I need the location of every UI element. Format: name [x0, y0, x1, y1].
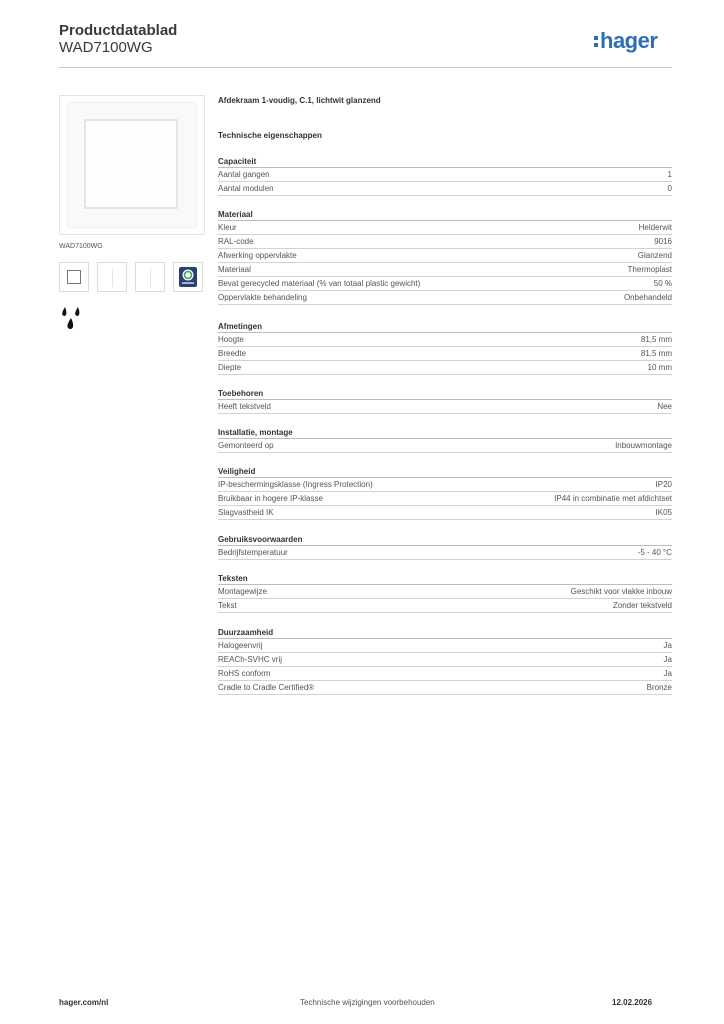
spec-label: Gemonteerd op — [218, 441, 274, 450]
footer-website[interactable]: hager.com/nl — [59, 998, 109, 1007]
spec-value: -5 - 40 °C — [637, 548, 672, 557]
spec-section — [218, 388, 672, 414]
spec-label: Halogeenvrij — [218, 641, 263, 650]
spec-value: 1 — [667, 170, 672, 179]
page-title: Productdatablad — [59, 22, 178, 39]
spec-label: Slagvastheid IK — [218, 508, 274, 517]
thumbnail-strip — [59, 262, 203, 292]
spec-section-title: Teksten — [218, 573, 672, 585]
spec-row — [218, 546, 672, 560]
spec-row — [218, 653, 672, 667]
spec-section — [218, 427, 672, 453]
spec-section — [218, 627, 672, 695]
spec-label: Montagewijze — [218, 587, 267, 596]
spec-label: RoHS conform — [218, 669, 271, 678]
header-divider — [59, 67, 672, 68]
spec-value: Ja — [663, 641, 672, 650]
spec-section — [218, 321, 672, 375]
spec-section — [218, 156, 672, 196]
spec-row — [218, 667, 672, 681]
spec-row — [218, 439, 672, 453]
spec-row — [218, 263, 672, 277]
spec-value: Bronze — [646, 683, 672, 692]
spec-value: 81,5 mm — [640, 349, 672, 358]
spec-label: Cradle to Cradle Certified® — [218, 683, 315, 692]
footer-notice: Technische wijzigingen voorbehouden — [300, 998, 435, 1007]
spec-label: RAL-code — [218, 237, 254, 246]
spec-value: IP44 in combinatie met afdichtset — [554, 494, 672, 503]
spec-section-title: Gebruiksvoorwaarden — [218, 534, 672, 546]
spec-section-title: Capaciteit — [218, 156, 672, 168]
spec-section-title: Veiligheid — [218, 466, 672, 478]
product-description: Afdekraam 1-voudig, C.1, lichtwit glanzend — [218, 96, 381, 105]
spec-label: Bedrijfstemperatuur — [218, 548, 288, 557]
spec-value: IK05 — [655, 508, 672, 517]
logo-dots-icon — [594, 36, 598, 47]
cradle-to-cradle-certified-icon[interactable] — [173, 262, 203, 292]
spec-row — [218, 347, 672, 361]
spec-value: 0 — [667, 184, 672, 193]
spec-label: Bruikbaar in hogere IP-klasse — [218, 494, 323, 503]
spec-section — [218, 466, 672, 520]
spec-label: Oppervlakte behandeling — [218, 293, 307, 302]
spec-value: IP20 — [655, 480, 672, 489]
brand-logo — [594, 28, 657, 54]
spec-row — [218, 599, 672, 613]
spec-label: Hoogte — [218, 335, 244, 344]
spec-section-title: Toebehoren — [218, 388, 672, 400]
product-image — [59, 95, 205, 235]
spec-value: Helderwit — [638, 223, 672, 232]
spec-section — [218, 573, 672, 613]
spec-value: Ja — [663, 669, 672, 678]
spec-label: Aantal modulen — [218, 184, 274, 193]
spec-row — [218, 478, 672, 492]
cover-frame-opening — [84, 119, 178, 209]
spec-label: Breedte — [218, 349, 247, 358]
spec-section-title: Afmetingen — [218, 321, 672, 333]
product-image-caption: WAD7100WG — [59, 243, 103, 250]
spec-section — [218, 534, 672, 560]
spec-value: 50 % — [653, 279, 672, 288]
spec-section-title: Duurzaamheid — [218, 627, 672, 639]
spec-label: Kleur — [218, 223, 237, 232]
spec-label: Diepte — [218, 363, 242, 372]
spec-row — [218, 249, 672, 263]
spec-row — [218, 168, 672, 182]
footer-date: 12.02.2026 — [612, 998, 653, 1007]
spec-value: Ja — [663, 655, 672, 664]
spec-value: Nee — [657, 402, 672, 411]
spec-value: Glanzend — [637, 251, 672, 260]
spec-value: Onbehandeld — [623, 293, 672, 302]
spec-row — [218, 492, 672, 506]
side-view-icon[interactable] — [135, 262, 165, 292]
spec-section-title: Installatie, montage — [218, 427, 672, 439]
spec-row — [218, 221, 672, 235]
spec-label: Bevat gerecycled materiaal (% van totaal plastic gewicht) — [218, 279, 421, 288]
spec-row — [218, 182, 672, 196]
spec-row — [218, 235, 672, 249]
spec-label: Heeft tekstveld — [218, 402, 271, 411]
spec-value: 10 mm — [647, 363, 672, 372]
spec-row — [218, 681, 672, 695]
spec-value: Zonder tekstveld — [612, 601, 672, 610]
spec-label: IP-beschermingsklasse (Ingress Protection) — [218, 480, 373, 489]
spec-section — [218, 209, 672, 305]
spec-row — [218, 585, 672, 599]
spec-label: Afwerking oppervlakte — [218, 251, 297, 260]
spec-label: Materiaal — [218, 265, 251, 274]
spec-row — [218, 639, 672, 653]
brand-name: hager — [600, 28, 658, 53]
spec-value: Thermoplast — [627, 265, 672, 274]
spec-value: 9016 — [654, 237, 672, 246]
spec-row — [218, 277, 672, 291]
drip-proof-drops-icon — [59, 305, 86, 332]
spec-label: Aantal gangen — [218, 170, 270, 179]
frame-thumb-icon[interactable] — [59, 262, 89, 292]
spec-row — [218, 400, 672, 414]
spec-value: Inbouwmontage — [615, 441, 672, 450]
spec-section-title: Materiaal — [218, 209, 672, 221]
spec-label: Tekst — [218, 601, 237, 610]
spec-label: REACh-SVHC vrij — [218, 655, 283, 664]
product-code: WAD7100WG — [59, 39, 153, 56]
spec-value: 81,5 mm — [640, 335, 672, 344]
cover-frame-outer — [68, 103, 196, 227]
spec-value: Geschikt voor vlakke inbouw — [570, 587, 672, 596]
spec-row — [218, 361, 672, 375]
technical-properties-title: Technische eigenschappen — [218, 131, 322, 140]
spec-row — [218, 291, 672, 305]
side-view-icon[interactable] — [97, 262, 127, 292]
spec-row — [218, 506, 672, 520]
spec-row — [218, 333, 672, 347]
